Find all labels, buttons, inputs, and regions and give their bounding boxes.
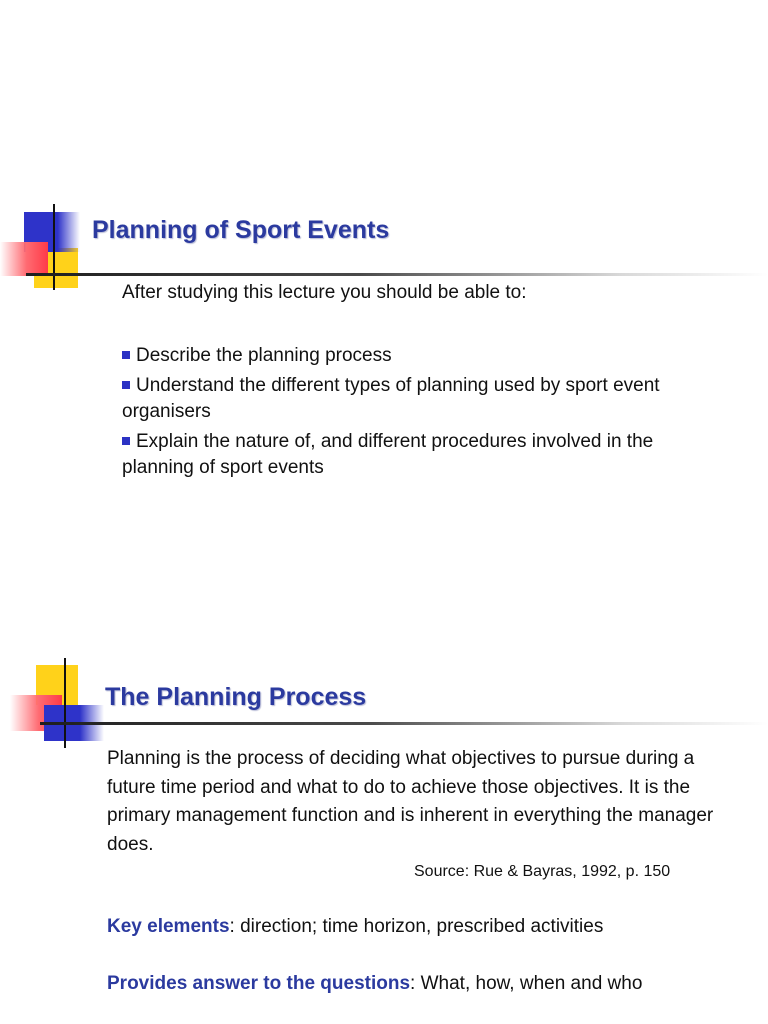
slide-title: The Planning Process (105, 683, 367, 711)
key-elements-text: direction; time horizon, prescribed activities (240, 916, 604, 937)
provides-answer-separator: : (410, 973, 421, 994)
slide-title: Planning of Sport Events (92, 216, 390, 244)
slide-logo-decoration (0, 655, 110, 750)
bullet-text: Explain the nature of, and different procedures involved in the planning of sport events (122, 431, 654, 478)
bullet-text: Describe the planning process (136, 345, 392, 366)
key-elements-term: Key elements (107, 916, 230, 937)
key-elements-line (107, 916, 603, 938)
slide-the-planning-process (0, 655, 768, 1024)
source-citation: Source: Rue & Bayras, 1992, p. 150 (414, 863, 671, 880)
list-item (122, 429, 722, 481)
title-underline (40, 722, 768, 725)
provides-answer-text: What, how, when and who (420, 973, 643, 994)
definition-paragraph: Planning is the process of deciding what objectives to pursue during a future time period and what to do to achieve those objectives. It is the primary management function and is inherent in everything the manager does. (107, 748, 714, 855)
slide-logo-decoration (0, 200, 100, 295)
list-item (122, 343, 722, 369)
logo-red-square (0, 242, 48, 276)
square-bullet-icon (122, 351, 130, 359)
list-item (122, 373, 722, 425)
square-bullet-icon (122, 381, 130, 389)
key-elements-separator: : (229, 916, 241, 937)
objectives-list (122, 343, 722, 485)
slide-planning-of-sport-events (0, 200, 768, 500)
logo-vertical-line (64, 658, 66, 748)
bullet-text: Understand the different types of planning used by sport event organisers (122, 375, 660, 422)
logo-vertical-line (53, 204, 55, 290)
intro-text: After studying this lecture you should be able to: (122, 282, 527, 303)
provides-answer-line (107, 973, 642, 995)
provides-answer-term: Provides answer to the questions (107, 973, 411, 994)
title-underline (26, 273, 768, 276)
square-bullet-icon (122, 437, 130, 445)
